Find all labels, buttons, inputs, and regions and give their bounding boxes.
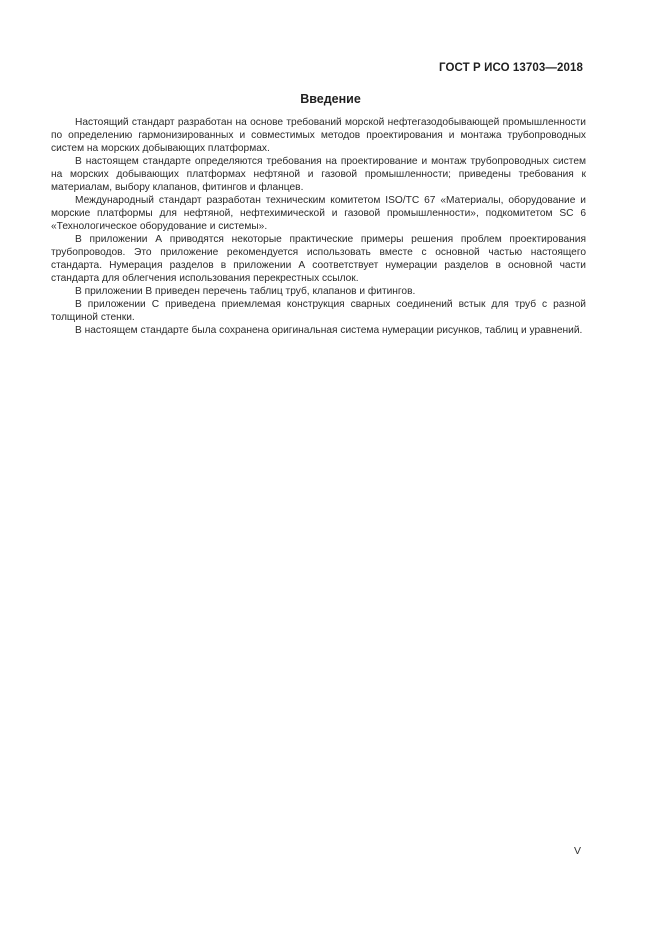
section-title: Введение — [300, 92, 361, 106]
paragraph: В приложении А приводятся некоторые практические примеры решения проблем проектирования трубопроводов. Это приложение рекомендуется использовать вместе с основной частью настоящего стандарта. Нумерация разделов в приложении А соответствует нумерации разделов в основной части стандарта для облегчения использования перекрестных ссылок. — [51, 234, 586, 284]
paragraph: В приложении С приведена приемлемая конструкция сварных соединений встык для труб с разной толщиной стенки. — [51, 299, 586, 323]
paragraph: В настоящем стандарте была сохранена оригинальная система нумерации рисунков, таблиц и уравнений. — [75, 325, 583, 336]
paragraph: Международный стандарт разработан техническим комитетом ISO/TC 67 «Материалы, оборудование и морские платформы для нефтяной, нефтехимической и газовой промышленности», подкомитетом SC 6 «Технологическое оборудование и системы». — [51, 195, 586, 232]
document-id-header: ГОСТ Р ИСО 13703—2018 — [438, 62, 583, 74]
paragraph: В приложении В приведен перечень таблиц труб, клапанов и фитингов. — [75, 286, 416, 297]
section-body — [51, 116, 586, 337]
paragraph: В настоящем стандарте определяются требования на проектирование и монтаж трубопроводных систем на морских добывающих платформах нефтяной и газовой промышленности; приведены требования к материалам, выбору клапанов, фитингов и фланцев. — [51, 156, 586, 193]
paragraph: Настоящий стандарт разработан на основе требований морской нефтегазодобывающей промышленности по определению гармонизированных и совместимых методов проектирования и монтажа трубопроводных систем на морских добывающих платформах. — [51, 117, 586, 154]
page-number: V — [574, 845, 582, 857]
